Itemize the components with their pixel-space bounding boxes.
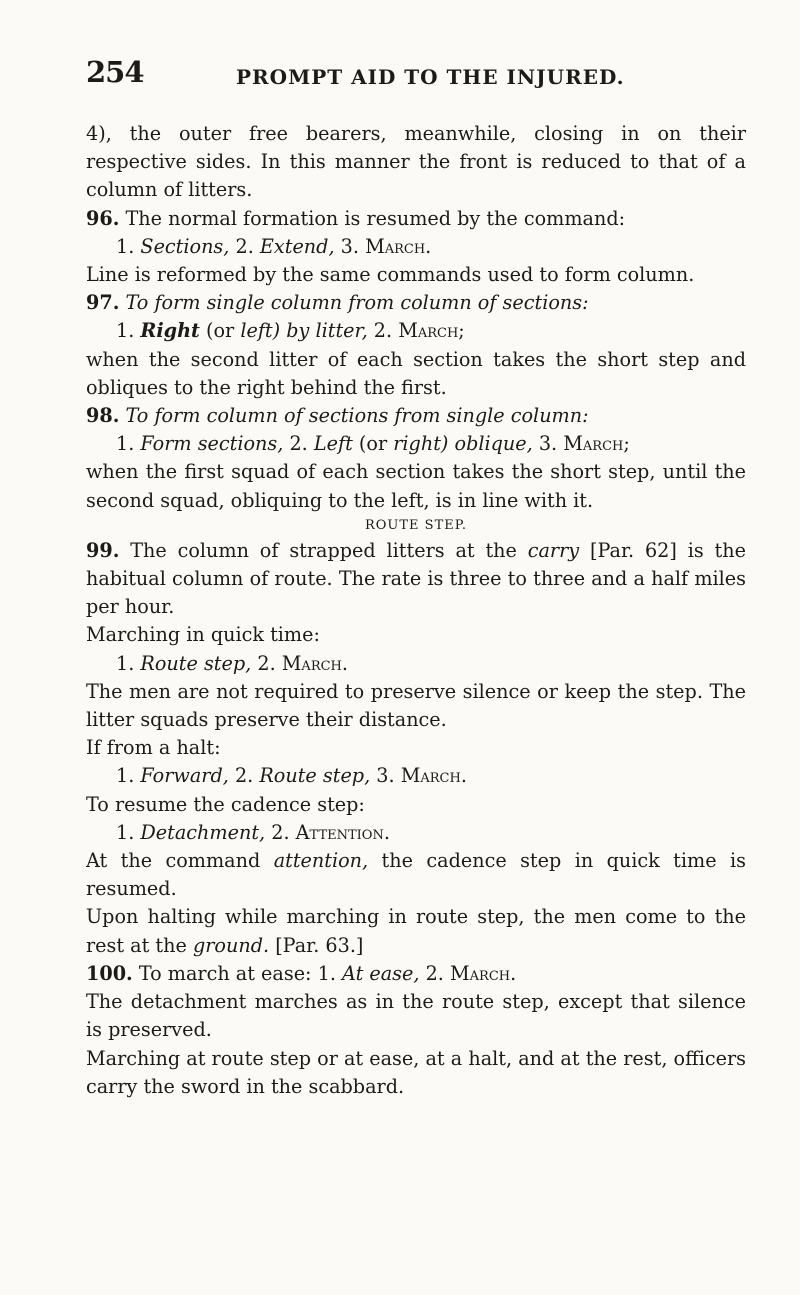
paragraph-text: To resume the cadence step: (86, 792, 365, 816)
paragraph-99: 99. The column of strapped litters at the carry [Par. 62] is the habitual column of route. The rate is three to three and a half miles per hour. (86, 538, 746, 619)
paragraph-text: Line is reformed by the same commands used to form column. (86, 263, 695, 287)
command-line: 1. Form sections, 2. Left (or right) oblique, 3. March; (116, 432, 630, 456)
command-line: 1. Route step, 2. March. (116, 651, 348, 675)
paragraph-number: 96. (86, 206, 120, 230)
paragraph-continuation: 4), the outer free bearers, meanwhile, closing in on their respective sides. In this manner the front is reduced to that of a column of litters. (86, 122, 746, 202)
paragraph-text: If from a halt: (86, 736, 221, 760)
paragraph-text: when the first squad of each section takes the short step, until the second squad, obliquing to the left, is in line with it. (86, 460, 746, 512)
paragraph-text: The men are not required to preserve silence or keep the step. The litter squads preserve their distance. (86, 679, 746, 732)
command-line: 1. Sections, 2. Extend, 3. March. (116, 234, 432, 258)
paragraph-98: 98. To form column of sections from single column: (86, 404, 589, 428)
page-header (86, 55, 746, 103)
paragraph-text: Marching in quick time: (86, 623, 320, 647)
command-line: 1. Right (or left) by litter, 2. March; (116, 319, 465, 343)
paragraph-number: 98. (86, 404, 120, 428)
command-line: 1. Detachment, 2. Attention. (116, 820, 390, 844)
page-number: 254 (86, 55, 144, 89)
section-heading: ROUTE STEP. (364, 517, 467, 533)
paragraph-number: 100. (86, 961, 133, 985)
running-title: PROMPT AID TO THE INJURED. (236, 65, 625, 89)
paragraph-100: 100. To march at ease: 1. At ease, 2. March. (86, 961, 517, 985)
paragraph-text: The detachment marches as in the route step, except that silence is preserved. (86, 990, 746, 1042)
paragraph-text: At the command attention, the cadence step in quick time is resumed. (86, 849, 746, 901)
paragraph-97: 97. To form single column from column of sections: (86, 291, 589, 315)
command-line: 1. Forward, 2. Route step, 3. March. (116, 764, 467, 788)
page-body (86, 120, 746, 1101)
paragraph-96: 96. The normal formation is resumed by the command: (86, 206, 626, 230)
paragraph-text: Marching at route step or at ease, at a halt, and at the rest, officers carry the sword in the scabbard. (86, 1046, 746, 1098)
paragraph-text: Upon halting while marching in route step, the men come to the rest at the ground. [Par. 63.] (86, 905, 746, 957)
paragraph-number: 97. (86, 291, 120, 315)
paragraph-text: when the second litter of each section takes the short step and obliques to the right behind the first. (86, 347, 746, 399)
paragraph-number: 99. (86, 538, 120, 562)
